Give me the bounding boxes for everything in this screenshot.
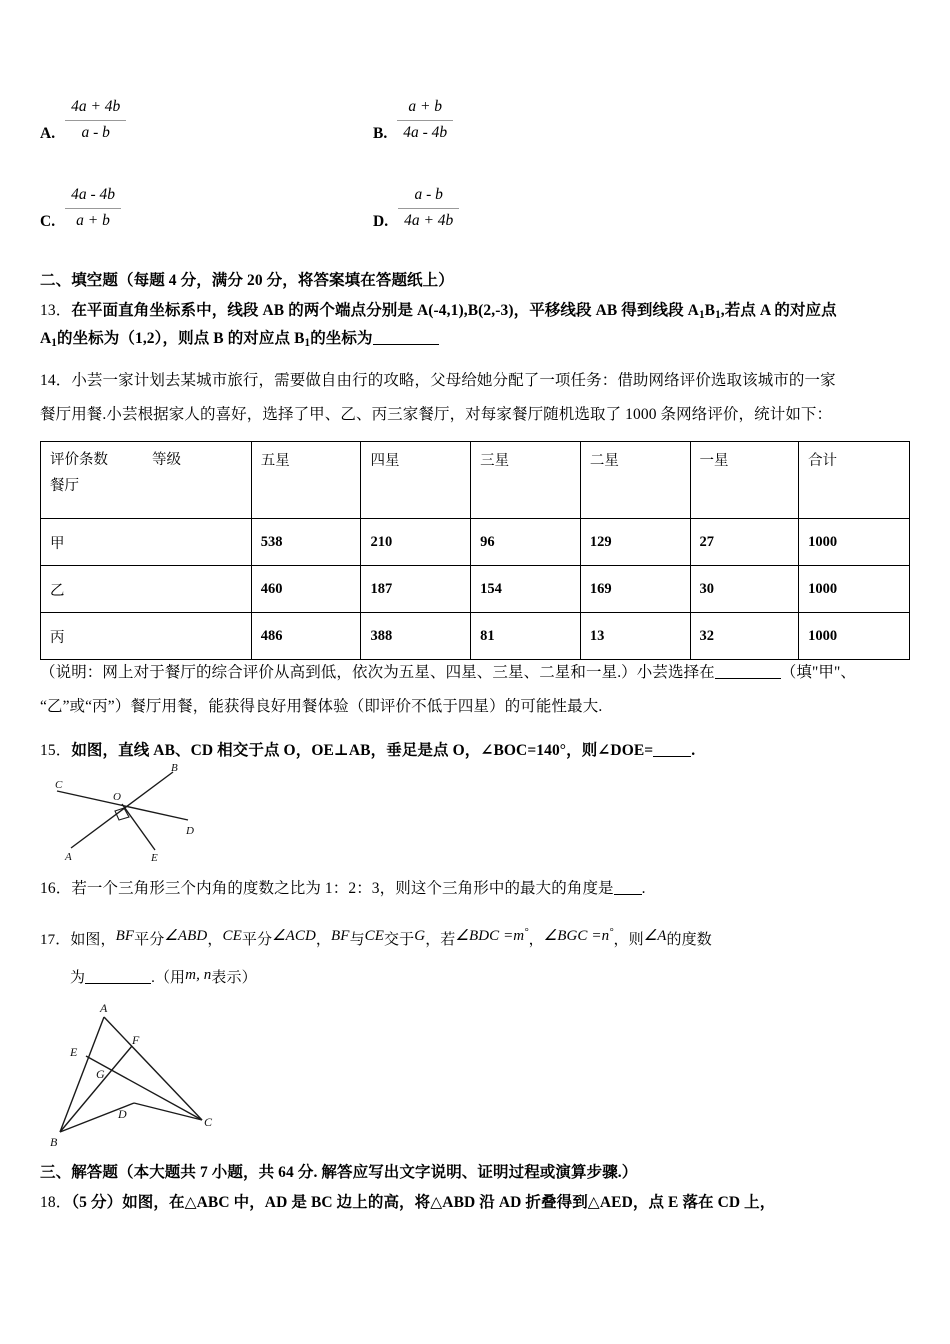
question-16-text-end: . bbox=[641, 880, 646, 897]
cell-jia-3star: 96 bbox=[471, 519, 581, 566]
question-13-a1: A bbox=[40, 330, 52, 347]
choice-d-denominator: 4a + 4b bbox=[404, 211, 454, 229]
q17-angle-bgc: ∠BGC =n bbox=[543, 928, 610, 944]
cell-yi-1star: 30 bbox=[690, 566, 799, 613]
figure-17-label-c: C bbox=[204, 1115, 213, 1129]
q17-degree-2: ° bbox=[609, 927, 614, 938]
figure-17-svg bbox=[50, 998, 240, 1148]
answer-blank-17[interactable] bbox=[85, 983, 151, 984]
section-3-heading: 三、解答题（本大题共 7 小题，共 64 分. 解答应写出文字说明、证明过程或演算步骤.） bbox=[40, 1164, 638, 1181]
figure-15-label-b: B bbox=[171, 762, 178, 774]
q17-angle-bdc: ∠BDC =m bbox=[455, 928, 525, 944]
q17-comma-1: ， bbox=[207, 932, 223, 948]
choice-option-d[interactable] bbox=[373, 174, 459, 232]
figure-17-label-a: A bbox=[100, 1001, 108, 1015]
figure-17-label-e: E bbox=[70, 1045, 78, 1059]
figure-17-label-f: F bbox=[132, 1033, 140, 1047]
q17-angle-acd: ∠ACD bbox=[272, 928, 316, 944]
table-col-header-2star: 二星 bbox=[580, 442, 690, 519]
figure-15-label-o: O bbox=[113, 791, 121, 803]
choice-c-numerator: 4a - 4b bbox=[71, 186, 115, 204]
question-14-note-line-2: “乙”或“丙”）餐厅用餐，能获得良好用餐体验（即评价不低于四星）的可能性最大. bbox=[40, 698, 603, 715]
question-14-line-1 bbox=[40, 370, 836, 392]
choice-a-fraction bbox=[65, 96, 126, 144]
q17-lead: 如图， bbox=[70, 932, 116, 948]
q17-jiaoyu: 交于 bbox=[384, 932, 415, 948]
question-13-number: 13． bbox=[40, 302, 72, 319]
figure-17-label-b: B bbox=[50, 1135, 58, 1148]
choice-group bbox=[0, 80, 950, 245]
question-15-text: 如图，直线 AB、CD 相交于点 O，OE⊥AB，垂足是点 O，∠BOC=140°，则∠DOE= bbox=[71, 742, 654, 759]
segment-ac bbox=[104, 1017, 202, 1120]
q17-point-g: G bbox=[414, 928, 426, 944]
choice-option-a[interactable] bbox=[40, 86, 126, 144]
corner-header-label-2: 等级 bbox=[152, 452, 181, 468]
question-13-text-a: 在平面直角坐标系中，线段 AB 的两个端点分别是 A(-4,1),B(2,-3)，平移线段 AB 得到线段 A bbox=[71, 302, 699, 319]
q17-comma-2: ， bbox=[315, 932, 332, 948]
figure-17-label-g: G bbox=[96, 1067, 105, 1081]
answer-blank-14[interactable] bbox=[715, 678, 781, 679]
question-14-text-line-2: 餐厅用餐.小芸根据家人的喜好，选择了甲、乙、丙三家餐厅，对每家餐厅随机选取了 1000 条网络评价，统计如下： bbox=[40, 406, 833, 423]
question-13-text-e: 的坐标为 bbox=[310, 330, 373, 347]
choice-b-fraction bbox=[397, 96, 453, 144]
choice-d-numerator: a - b bbox=[414, 186, 443, 204]
cell-jia-4star: 210 bbox=[361, 519, 471, 566]
table-body bbox=[41, 519, 910, 660]
line-ab bbox=[71, 772, 173, 848]
question-15-text-end: . bbox=[691, 742, 696, 759]
choice-c-denominator: a + b bbox=[76, 211, 110, 229]
answer-blank-13[interactable] bbox=[373, 344, 439, 345]
note-text-b: （填"甲"、 bbox=[780, 664, 857, 681]
table-col-header-3star: 三星 bbox=[471, 442, 581, 519]
choice-d-label: D. bbox=[373, 212, 389, 230]
table-col-header-1star: 一星 bbox=[690, 442, 799, 519]
cell-jia-1star: 27 bbox=[690, 519, 799, 566]
figure-15-label-c: C bbox=[55, 779, 63, 791]
choice-a-denominator: a - b bbox=[81, 123, 110, 141]
q17-line2-b: .（用 bbox=[151, 970, 186, 986]
q17-comma-5: ，则 bbox=[613, 932, 644, 948]
note-text-a: （说明：网上对于餐厅的综合评价从高到低，依次为五星、四星、三星、二星和一星.）小芸选择在 bbox=[40, 664, 715, 681]
choice-option-c[interactable] bbox=[40, 174, 121, 232]
table-header-row bbox=[41, 442, 910, 519]
restaurant-rating-table bbox=[40, 441, 910, 660]
question-17-number: 17． bbox=[40, 932, 71, 948]
question-13-text-d: 的坐标为（1,2），则点 B 的对应点 B bbox=[56, 330, 305, 347]
question-16-text: 若一个三角形三个内角的度数之比为 1：2：3，则这个三角形中的最大的角度是 bbox=[71, 880, 614, 897]
choice-b-denominator: 4a - 4b bbox=[403, 123, 448, 141]
sub-1: 1 bbox=[698, 308, 705, 321]
choice-b-numerator: a + b bbox=[408, 98, 443, 116]
choice-c-fraction bbox=[65, 184, 121, 232]
figure-15-label-d: D bbox=[186, 825, 194, 837]
question-14-note-line-1 bbox=[40, 662, 856, 684]
figure-15-label-a: A bbox=[65, 851, 72, 862]
figure-15-label-e: E bbox=[151, 852, 158, 862]
segment-ec bbox=[86, 1056, 202, 1120]
table-col-header-total: 合计 bbox=[799, 442, 910, 519]
question-18-text: （5 分）如图，在△ABC 中，AD 是 BC 边上的高，将△ABD 沿 AD 折叠得到△AED，点 E 落在 CD 上， bbox=[71, 1194, 776, 1211]
choice-a-numerator: 4a + 4b bbox=[71, 98, 121, 116]
table-row-name-jia: 甲 bbox=[41, 519, 252, 566]
cell-yi-2star: 169 bbox=[580, 566, 690, 613]
cell-yi-3star: 154 bbox=[471, 566, 581, 613]
question-14-text-line-1: 小芸一家计划去某城市旅行，需要做自由行的攻略，父母给她分配了一项任务：借助网络评价选取该城市的一家 bbox=[71, 372, 836, 389]
cell-jia-5star: 538 bbox=[251, 519, 361, 566]
question-13-line-1 bbox=[40, 300, 837, 323]
question-13-line-2 bbox=[40, 328, 439, 351]
corner-header-label-3: 餐厅 bbox=[50, 478, 79, 494]
table-header bbox=[41, 442, 910, 519]
question-14-number: 14． bbox=[40, 372, 72, 389]
choice-b-label: B. bbox=[373, 124, 388, 142]
q17-line2-a: 为 bbox=[70, 970, 86, 986]
choice-d-fraction bbox=[398, 184, 459, 232]
cell-bing-2star: 13 bbox=[580, 613, 690, 660]
answer-blank-15[interactable] bbox=[653, 756, 691, 757]
q17-tail: 的度数 bbox=[666, 932, 712, 948]
choice-a-label: A. bbox=[40, 124, 56, 142]
cell-yi-total: 1000 bbox=[799, 566, 910, 613]
q17-bf-2: BF bbox=[331, 928, 350, 944]
question-16-number: 16． bbox=[40, 880, 72, 897]
table-row bbox=[41, 613, 910, 660]
sub-1: 1 bbox=[51, 336, 57, 349]
answer-blank-16[interactable] bbox=[614, 894, 642, 895]
cell-bing-3star: 81 bbox=[471, 613, 581, 660]
figure-15-svg bbox=[55, 762, 210, 862]
question-15-number: 15． bbox=[40, 742, 72, 759]
cell-yi-4star: 187 bbox=[361, 566, 471, 613]
question-18-line bbox=[40, 1192, 775, 1214]
cell-jia-total: 1000 bbox=[799, 519, 910, 566]
q17-bf-1: BF bbox=[115, 928, 135, 944]
choice-c-label: C. bbox=[40, 212, 56, 230]
question-15-line bbox=[40, 740, 695, 762]
q17-ce-1: CE bbox=[222, 928, 242, 944]
choice-option-b[interactable] bbox=[373, 86, 453, 144]
question-13-text-c: ,若点 A 的对应点 bbox=[720, 302, 837, 319]
q17-comma-4: ， bbox=[528, 932, 544, 948]
q17-line2-c: 表示） bbox=[211, 970, 257, 986]
q17-bisect-2: 平分 bbox=[241, 932, 273, 948]
q17-bisect-1: 平分 bbox=[134, 932, 165, 948]
cell-bing-5star: 486 bbox=[251, 613, 361, 660]
question-13-text-b: B bbox=[704, 302, 716, 319]
q17-ce-2: CE bbox=[364, 928, 385, 944]
figure-17-label-d: D bbox=[118, 1107, 127, 1121]
question-17-line-2 bbox=[70, 965, 257, 990]
cell-jia-2star: 129 bbox=[580, 519, 690, 566]
cell-bing-total: 1000 bbox=[799, 613, 910, 660]
q17-degree-1: ° bbox=[524, 927, 529, 938]
section-2-heading: 二、填空题（每题 4 分，满分 20 分，将答案填在答题纸上） bbox=[40, 272, 454, 289]
cell-bing-4star: 388 bbox=[361, 613, 471, 660]
table-row-name-yi: 乙 bbox=[41, 566, 252, 613]
corner-header-label-1: 评价条数 bbox=[50, 452, 108, 468]
q17-comma-3: ，若 bbox=[425, 932, 456, 948]
table-row bbox=[41, 566, 910, 613]
table-row-name-bing: 丙 bbox=[41, 613, 252, 660]
sub-1: 1 bbox=[304, 336, 311, 349]
sub-1: 1 bbox=[715, 308, 721, 321]
table-row bbox=[41, 519, 910, 566]
table-col-header-5star: 五星 bbox=[251, 442, 361, 519]
table-corner-header bbox=[41, 442, 252, 519]
q17-mn-vars: m, n bbox=[185, 967, 212, 983]
question-16-line bbox=[40, 878, 646, 900]
cell-yi-5star: 460 bbox=[251, 566, 361, 613]
segment-dc bbox=[134, 1103, 202, 1120]
question-17-line-1 bbox=[40, 925, 712, 952]
question-15-figure bbox=[55, 762, 210, 862]
question-17-figure bbox=[50, 998, 240, 1148]
q17-yu: 与 bbox=[349, 932, 365, 948]
table-col-header-4star: 四星 bbox=[361, 442, 471, 519]
cell-bing-1star: 32 bbox=[690, 613, 799, 660]
q17-angle-abd: ∠ABD bbox=[164, 928, 208, 944]
q17-angle-a: ∠A bbox=[643, 928, 667, 944]
question-18-number: 18． bbox=[40, 1194, 72, 1211]
